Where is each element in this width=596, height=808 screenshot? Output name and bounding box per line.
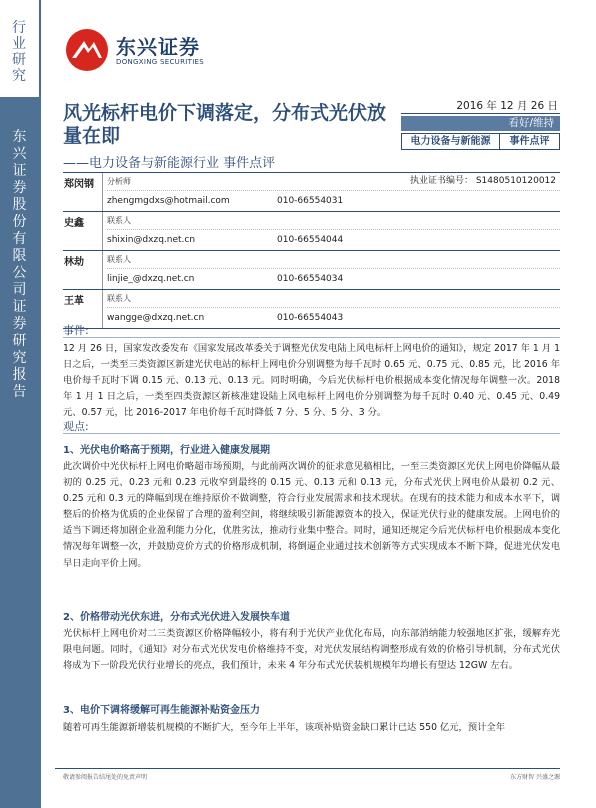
section-text: 光伏标杆上网电价对二三类资源区价格降幅较小，将有利于光伏产业优化布局，向东部消纳能力较强地区扩张，缓解弃光限电问题。同时，《通知》对分布式光伏发电价格维持不变，对光伏发展结构调整形成有效的价格引导机制，分布式光伏将成为下一阶段光伏行业增长的亮点，我们预计，未来 4 年分布式光伏装机规模年均增长有望达 12GW 左右。 [63,628,560,672]
analyst-role: 联系人 [107,216,131,225]
sidebar-company: 东兴证券股份有限公司证券研究报告 [12,129,28,400]
company-logo [64,27,224,73]
footer-slogan: 东方财智 兴盛之源 [510,774,560,781]
rating-badge: 看好/维持 [401,116,560,131]
footer-divider [55,768,560,769]
analyst-row [63,172,560,211]
analyst-row [63,250,560,289]
section-heading: 3、电价下调将缓解可再生能源补贴资金压力 [63,705,260,716]
footer-disclaimer: 敬请参阅报告结尾处的免责声明 [63,774,148,781]
sidebar [0,0,41,808]
report-date: 2016 年 12 月 26 日 [401,98,560,114]
section-text: 此次调价中光伏标杆上网电价略超市场预期，与此前两次调价的征求意见稿相比，一至三类资源区光伏上网电价降幅从最初的 0.25 元、0.23 元和 0.23 元收窄到最终的 0.15 元、0.13 元和 0.13 元，分布式光伏上网电价从最初 0.2 元、0.25 元和 0.3 元的降幅到现在维持原价不做调整，符合行业发展需求和技术现状。在现有的技术能力和成本水平下，调整后的价格为优质的企业保留了合理的盈利空间，将继续吸引新能源资本的投入，保证光伏行业的健康发展。上网电价的适当下调还将加剧企业盈利能力分化，优胜劣汰，推动行业集中整合。同时，通知还规定今后光伏标杆电价根据成本变化情况每年调整一次，并鼓励竞价方式的价格形成机制，将倒逼企业通过技术创新等方式实现成本不断下降，促进光伏发电早日走向平价上网。 [63,461,560,569]
analyst-email[interactable]: linjie_@dxzq.net.cn [107,274,195,284]
analyst-role: 联系人 [107,294,131,303]
analyst-phone: 010-66554044 [277,235,344,245]
analyst-phone: 010-66554031 [277,196,344,206]
report-meta-box [401,98,560,150]
analyst-email[interactable]: wangge@dxzq.net.cn [107,313,205,323]
analyst-role: 分析师 [107,177,131,186]
section-text: 随着可再生能源新增装机规模的不断扩大，至今年上半年，该项补贴资金缺口累计已达 550 亿元，预计全年 [63,722,506,733]
divider [63,433,560,434]
analyst-name: 王革 [63,290,103,328]
analyst-phone: 010-66554043 [277,313,344,323]
report-type-tag: 事件点评 [509,136,550,147]
analyst-phone: 010-66554034 [277,274,344,284]
section-heading: 1、光伏电价略高于预期，行业进入健康发展期 [63,445,270,456]
report-subtitle: ——电力设备与新能源行业 事件点评 [63,156,276,171]
event-text: 12 月 26 日，国家发改委发布《国家发展改革委关于调整光伏发电陆上风电标杆上网电价的通知》，规定 2017 年 1 月 1 日之后，一类至三类资源区新建光伏电站的标杆上网电价分别调整为每千瓦时 0.65 元、0.75 元、0.85 元，比 2016 年电价每千瓦时下调 0.15 元、0.13 元、0.13 元。同时明确，今后光伏标杆电价根据成本变化情况每年调整一次。2018 年 1 月 1 日之后，一类至四类资源区新核准建设陆上风电标杆上网电价分别调整为每千瓦时 0.40 元、0.45 元、0.49 元、0.57 元，比 2016-2017 年电价每千瓦时降低 7 分、5 分、5 分、3 分。 [63,343,560,419]
section-heading: 2、价格带动光伏东进，分布式光伏进入发展快车道 [63,612,290,623]
analyst-row [63,289,560,329]
analyst-name: 郑闵钢 [63,173,103,211]
analyst-role: 联系人 [107,255,131,264]
logo-text-en: DONGXING SECURITIES [116,58,205,66]
sidebar-top [0,0,41,97]
analyst-name: 林劫 [63,251,103,289]
tag-row [401,133,560,150]
views-label: 观点: [63,420,89,433]
analyst-email[interactable]: shixin@dxzq.net.cn [107,235,196,245]
event-label: 事件: [63,324,89,337]
industry-tag: 电力设备与新能源 [402,134,500,149]
analyst-table [63,172,560,329]
logo-text-cn: 东兴证券 [116,35,200,59]
analyst-cert: 执业证书编号： S1480510120012 [409,176,556,186]
analyst-email[interactable]: zhengmgdxs@hotmail.com [107,196,230,206]
analyst-name: 史鑫 [63,212,103,250]
sidebar-bottom [0,97,41,808]
sidebar-category: 行业研究 [12,20,26,84]
divider [63,337,560,338]
report-title: 风光标杆电价下调落定，分布式光伏放量在即 [63,102,387,147]
analyst-row [63,211,560,250]
logo-mark-icon [64,27,110,73]
